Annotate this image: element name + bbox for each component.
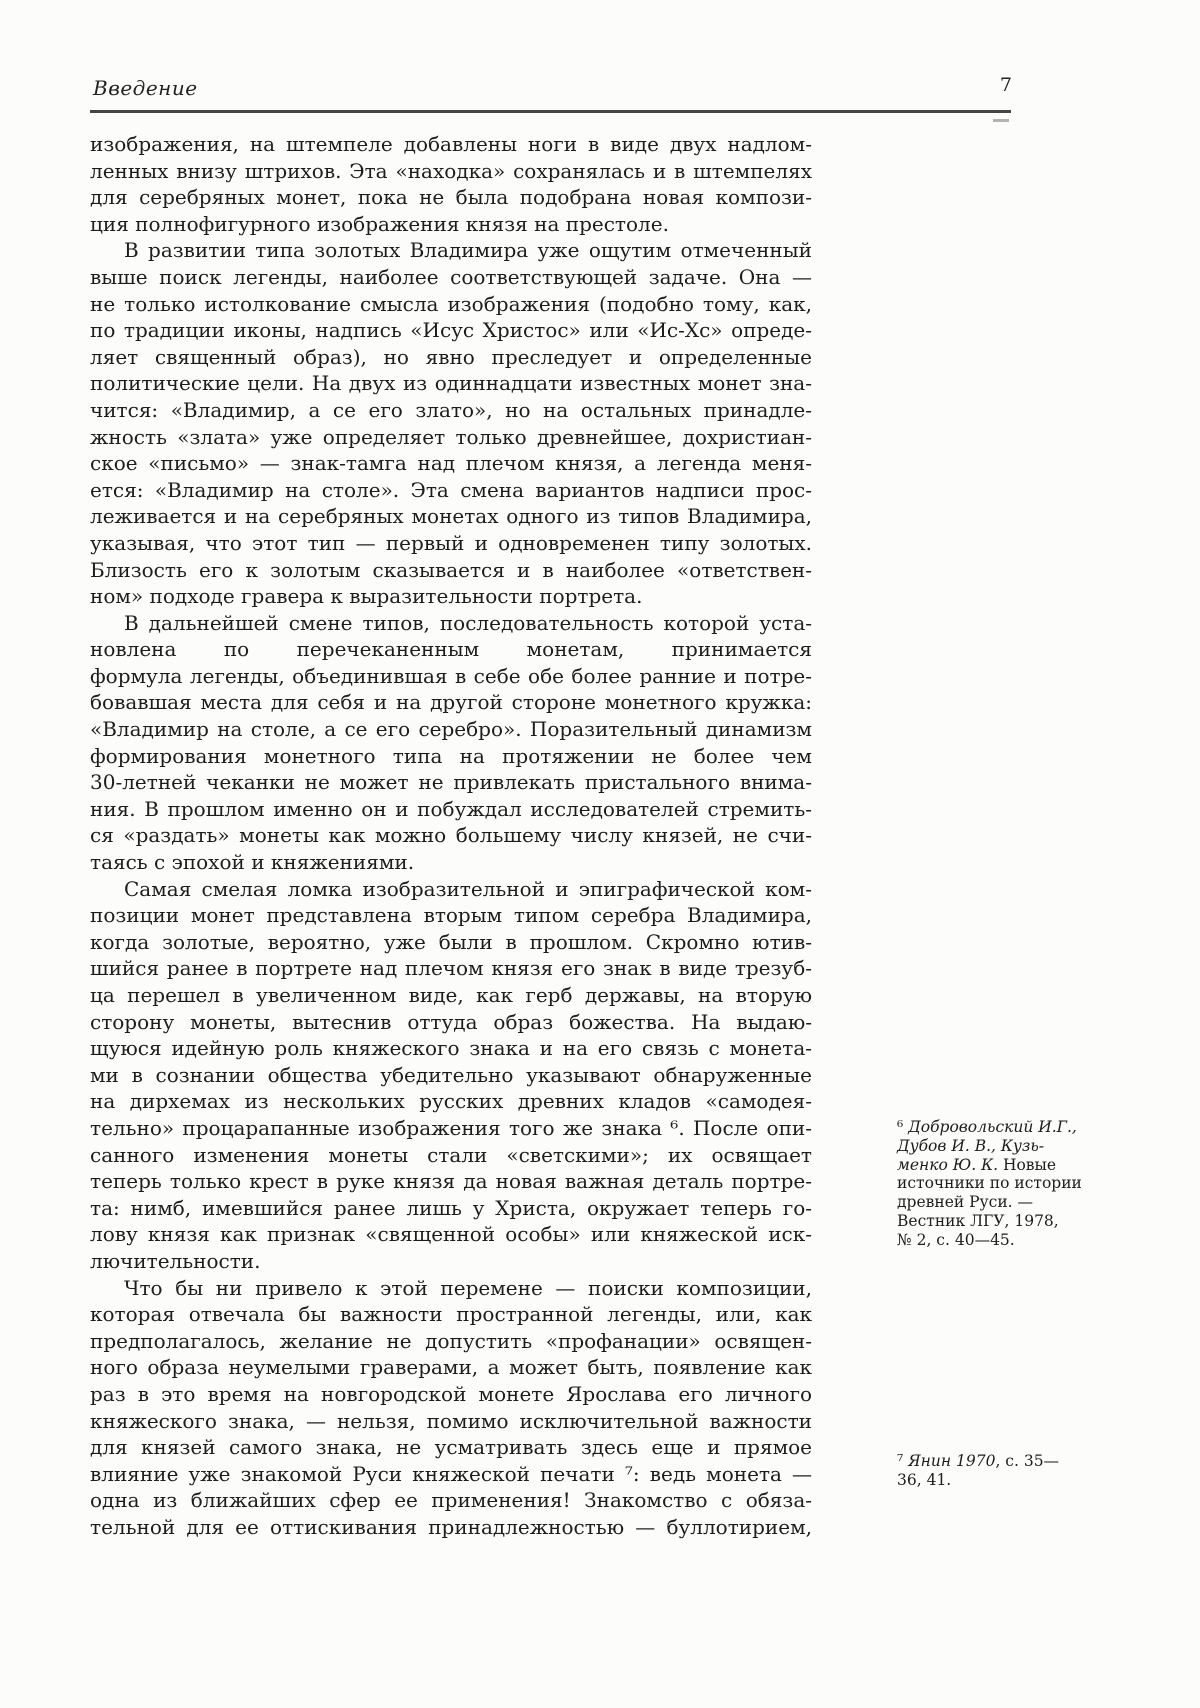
body-text bbox=[90, 131, 812, 1540]
text-line: когда золотые, вероятно, уже были в прошлом. Скромно ютив- bbox=[90, 929, 812, 954]
footnote-text: Новые bbox=[998, 1155, 1057, 1174]
text-line: формирования монетного типа на протяжении не более чем bbox=[90, 743, 812, 768]
text-line: изображения, на штемпеле добавлены ноги в виде двух надлом- bbox=[90, 132, 812, 156]
footnote-author-italic: Добровольский И.Г., bbox=[908, 1118, 1077, 1136]
text-line: ленных внизу штрихов. Эта «находка» сохранялась и в штемпелях bbox=[90, 158, 812, 183]
text-line: раз в это время на новгородской монете Ярослава его личного bbox=[90, 1381, 812, 1406]
text-line: Близость его к золотым сказывается и в наиболее «ответствен- bbox=[90, 557, 812, 582]
text-line: одна из ближайших сфер ее применения! Знакомство с обяза- bbox=[90, 1488, 812, 1513]
text-line: таясь с эпохой и княжениями. bbox=[90, 850, 415, 875]
text-line: щуюся идейную роль княжеского знака и на его связь с монета- bbox=[90, 1036, 812, 1061]
text-line: лову князя как признак «священной особы» или княжеской иск- bbox=[90, 1222, 812, 1247]
text-line: ция полнофигурного изображения князя на престоле. bbox=[90, 211, 669, 236]
text-line: Самая смелая ломка изобразительной и эпиграфической ком- bbox=[124, 876, 812, 901]
text-line: предполагалось, желание не допустить «профанации» освящен- bbox=[90, 1328, 812, 1353]
text-line: выше поиск легенды, наиболее соответствующей задаче. Она — bbox=[90, 264, 812, 289]
footnote-text: Вестник ЛГУ, 1978, bbox=[897, 1211, 1059, 1230]
footnote-text: 36, 41. bbox=[897, 1470, 952, 1489]
text-line: по традиции иконы, надпись «Исус Христос» или «Ис-Хс» опреде- bbox=[90, 318, 812, 343]
text-line: ном» подходе гравера к выразительности портрета. bbox=[90, 584, 643, 609]
text-line: ца перешел в увеличенном виде, как герб державы, на вторую bbox=[90, 983, 812, 1007]
footnote-text: № 2, с. 40—45. bbox=[897, 1230, 1015, 1249]
footnote-author-italic: Янин 1970 bbox=[908, 1452, 996, 1470]
footnote-line bbox=[897, 1231, 1129, 1250]
text-line: указывая, что этот тип — первый и одновременен типу золотых. bbox=[90, 530, 812, 555]
text-line: княжеского знака, — нельзя, помимо исключительной важности bbox=[90, 1408, 812, 1433]
text-line: для князей самого знака, не усматривать здесь еще и прямое bbox=[90, 1435, 812, 1460]
text-line: позиции монет представлена вторым типом серебра Владимира, bbox=[90, 903, 812, 928]
text-line: та: нимб, имевшийся ранее лишь у Христа, окружает теперь го- bbox=[90, 1195, 812, 1220]
paragraph bbox=[90, 610, 812, 876]
text-line: шийся ранее в портрете над плечом князя его знак в виде трезуб- bbox=[90, 956, 812, 981]
footnote-line bbox=[897, 1212, 1129, 1231]
paragraph bbox=[90, 876, 812, 1275]
text-line: сторону монеты, вытеснив оттуда образ божества. На выдаю- bbox=[90, 1009, 812, 1034]
footnote-author-italic: Дубов И. В., Кузь- bbox=[897, 1136, 1044, 1155]
text-line: «Владимир на столе, а се его серебро». Поразительный динамизм bbox=[90, 717, 812, 742]
paragraph bbox=[90, 237, 812, 609]
footnote-line bbox=[897, 1471, 1129, 1490]
text-line: политические цели. На двух из одиннадцати известных монет зна- bbox=[90, 371, 812, 396]
text-line: ся «раздать» монеты как можно большему числу князей, не счи- bbox=[90, 823, 812, 848]
footnote-text: ⁷ bbox=[897, 1452, 909, 1470]
text-line: лючительности. bbox=[90, 1248, 261, 1273]
text-line: санного изменения монеты стали «светскими»; их освящает bbox=[90, 1142, 812, 1167]
text-line: ется: «Владимир на столе». Эта смена вариантов надписи прос- bbox=[90, 477, 812, 502]
text-line: ми в сознании общества убедительно указывают обнаруженные bbox=[90, 1062, 812, 1087]
text-line: Что бы ни привело к этой перемене — поиски композиции, bbox=[124, 1275, 812, 1300]
footnote-text: источники по истории bbox=[897, 1174, 1082, 1193]
text-line: для серебряных монет, пока не была подобрана новая компози- bbox=[90, 185, 812, 210]
footnote-author-italic: менко Ю. К. bbox=[897, 1155, 999, 1174]
header-rule-tick bbox=[993, 119, 1009, 122]
text-line: тельно» процарапанные изображения того же знака ⁶. После опи- bbox=[90, 1115, 812, 1140]
text-line: ское «письмо» — знак-тамга над плечом князя, а легенда меня- bbox=[90, 451, 812, 476]
footnote-line bbox=[897, 1156, 1129, 1175]
footnote-6 bbox=[897, 1118, 1129, 1250]
footnote-text: древней Руси. — bbox=[897, 1193, 1034, 1212]
text-line: чится: «Владимир, а се его злато», но на остальных принадле- bbox=[90, 397, 812, 422]
text-line: В дальнейшей смене типов, последовательность которой уста- bbox=[124, 610, 812, 635]
text-line: ния. В прошлом именно он и побуждал исследователей стремить- bbox=[90, 796, 812, 821]
footnote-line bbox=[897, 1452, 1129, 1471]
text-line: бовавшая места для себя и на другой стороне монетного кружка: bbox=[90, 690, 812, 715]
footnote-line bbox=[897, 1193, 1129, 1212]
running-title: Введение bbox=[93, 76, 198, 100]
text-line: которая отвечала бы важности пространной легенды, или, как bbox=[90, 1302, 812, 1327]
text-line: ляет священный образ), но явно преследует и определенные bbox=[90, 344, 812, 369]
footnote-line bbox=[897, 1174, 1129, 1193]
footnote-7 bbox=[897, 1452, 1129, 1490]
footnote-text: , с. 35— bbox=[995, 1452, 1060, 1470]
text-line: влияние уже знакомой Руси княжеской печати ⁷: ведь монета — bbox=[90, 1461, 812, 1486]
text-line: новлена по перечеканенным монетам, принимается bbox=[90, 637, 812, 662]
text-line: В развитии типа золотых Владимира уже ощутим отмеченный bbox=[124, 238, 812, 263]
text-line: тельной для ее оттискивания принадлежностью — буллотирием, bbox=[90, 1514, 812, 1539]
footnote-text: ⁶ bbox=[897, 1118, 909, 1136]
header-rule bbox=[90, 110, 1011, 113]
text-line: на дирхемах из нескольких русских древних кладов «самодея- bbox=[90, 1089, 812, 1114]
page-number: 7 bbox=[999, 74, 1012, 96]
text-line: теперь только крест в руке князя да новая важная деталь портре- bbox=[90, 1169, 812, 1194]
text-line: формула легенды, объединившая в себе обе более ранние и потре- bbox=[90, 663, 812, 688]
text-line: леживается и на серебряных монетах одного из типов Владимира, bbox=[90, 504, 812, 529]
text-line: 30-летней чеканки не может не привлекать пристального внима- bbox=[90, 770, 812, 795]
text-line: ного образа неумелыми граверами, а может быть, появление как bbox=[90, 1355, 812, 1380]
text-line: не только истолкование смысла изображения (подобно тому, как, bbox=[90, 291, 812, 316]
paragraph bbox=[90, 131, 812, 237]
text-line: жность «злата» уже определяет только древнейшее, дохристиан- bbox=[90, 424, 812, 449]
footnote-line bbox=[897, 1137, 1129, 1156]
paragraph bbox=[90, 1275, 812, 1541]
footnote-line bbox=[897, 1118, 1129, 1137]
